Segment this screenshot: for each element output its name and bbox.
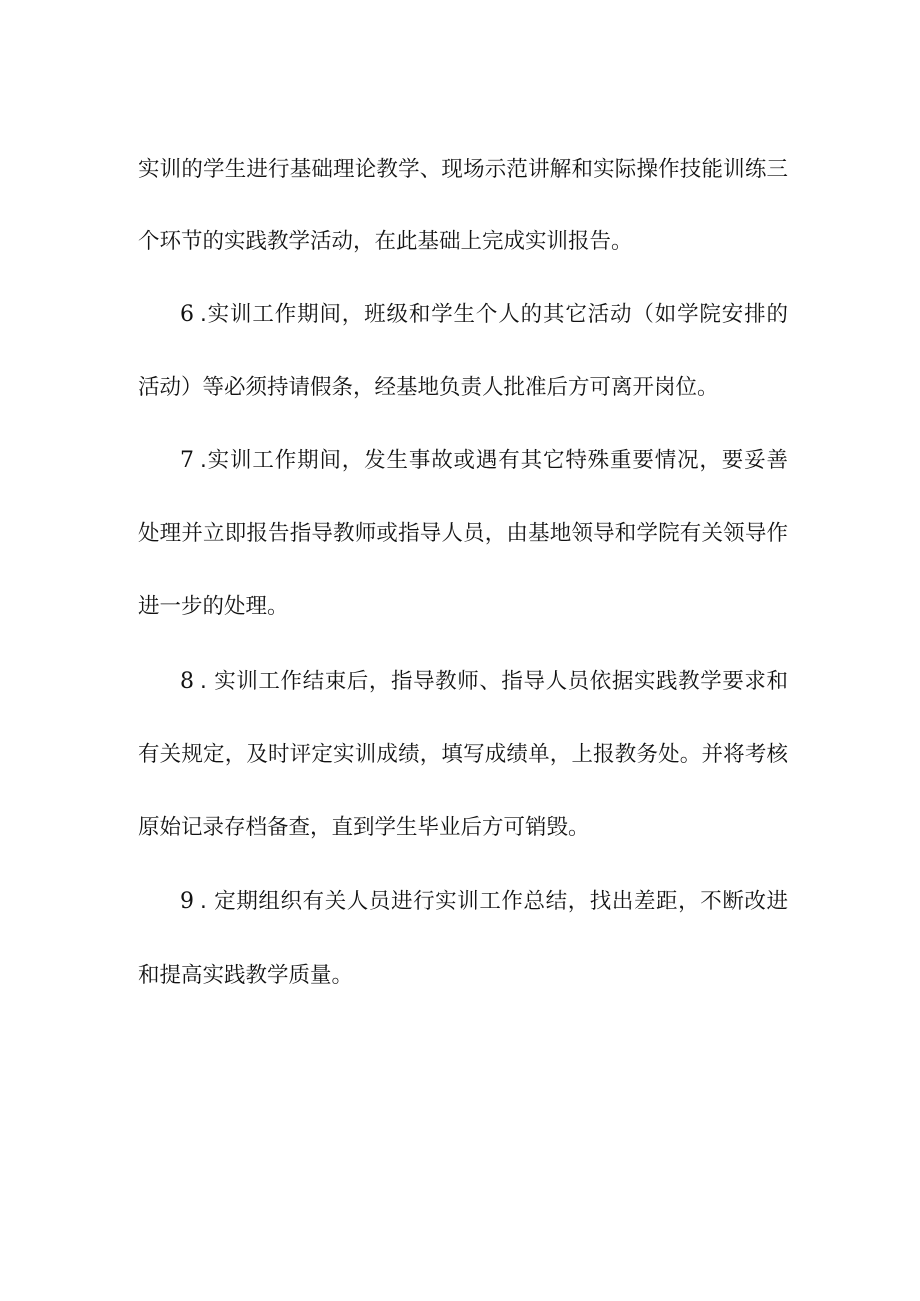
item-text: .实训工作期间，班级和学生个人的其它活动（如学院安排的	[200, 302, 788, 327]
item-8-line: 有关规定，及时评定实训成绩，填写成绩单，上报教务处。并将考核	[138, 742, 788, 767]
item-6-line: 活动）等必须持请假条，经基地负责人批准后方可离开岗位。	[138, 375, 719, 400]
item-7-first-line	[180, 441, 788, 481]
item-8-first-line	[180, 662, 788, 702]
item-number: 6	[180, 302, 194, 327]
item-8-line: 原始记录存档备查，直到学生毕业后方可销毁。	[138, 815, 590, 840]
item-9-line: 和提高实践教学质量。	[138, 963, 354, 988]
item-text: . 实训工作结束后，指导教师、指导人员依据实践教学要求和	[200, 669, 788, 694]
paragraph-line: 实训的学生进行基础理论教学、现场示范讲解和实际操作技能训练三	[138, 157, 788, 182]
paragraph-line: 个环节的实践教学活动，在此基础上完成实训报告。	[138, 229, 633, 254]
item-7-line: 进一步的处理。	[138, 594, 289, 619]
item-number: 8	[180, 669, 194, 694]
item-number: 9	[180, 889, 194, 914]
item-text: . 定期组织有关人员进行实训工作总结，找出差距，不断改进	[200, 889, 788, 914]
item-number: 7	[180, 448, 194, 473]
item-9-first-line	[180, 882, 788, 922]
item-text: .实训工作期间，发生事故或遇有其它特殊重要情况，要妥善	[200, 448, 788, 473]
item-7-line: 处理并立即报告指导教师或指导人员，由基地领导和学院有关领导作	[138, 521, 788, 546]
item-6-first-line	[180, 295, 788, 335]
